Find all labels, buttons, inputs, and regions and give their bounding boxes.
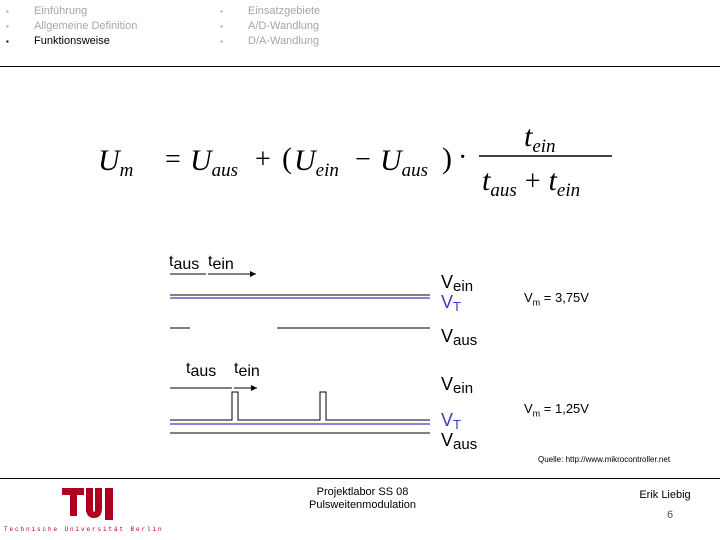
upper-v-aus-label: Vaus	[441, 326, 478, 349]
nav-column-right	[220, 4, 320, 49]
formula-lparen: (	[282, 142, 292, 175]
footer-author: Erik Liebig	[639, 489, 691, 501]
lower-pwm-signal	[170, 392, 430, 420]
upper-t-ein-label: tein	[208, 253, 234, 273]
formula-rparen: )	[442, 142, 452, 175]
nav-item-funktionsweise[interactable]	[6, 34, 137, 49]
bullet-icon: ▪	[220, 37, 223, 46]
lower-v-aus-label: Vaus	[441, 430, 478, 453]
result-upper-prefix: V	[524, 290, 533, 305]
bullet-icon: ▪	[6, 22, 9, 31]
nav-item-einsatzgebiete[interactable]	[220, 4, 320, 19]
bullet-icon: ▪	[220, 7, 223, 16]
nav-item-label: Funktionsweise	[34, 35, 110, 47]
formula-denominator: $t_{aus} + t_{ein}$	[482, 164, 581, 201]
source-citation: Quelle: http://www.mikrocontroller.net	[538, 455, 671, 464]
upper-arrowhead	[250, 271, 256, 277]
lower-v-ein-label: Vein	[441, 374, 474, 397]
upper-t-aus-label: taus	[169, 253, 200, 273]
result-upper-vm	[524, 290, 589, 308]
formula-um: $U_m$	[98, 144, 134, 181]
result-upper-sub: m	[532, 297, 541, 308]
footer-topic: Pulsweitenmodulation	[308, 499, 416, 511]
formula-uaus-2: $U_{aus}$	[380, 144, 429, 181]
formula-equals: =	[165, 144, 181, 175]
nav-item-allgemeine-definition[interactable]	[6, 19, 137, 34]
bullet-icon: ▪	[6, 37, 9, 46]
nav-column-left	[6, 4, 137, 49]
upper-v-ein-label: Vein	[441, 272, 474, 295]
header-divider	[0, 66, 720, 67]
nav-item-label: A/D-Wandlung	[248, 20, 320, 32]
nav-item-da-wandlung[interactable]	[220, 34, 320, 49]
bullet-icon: ▪	[220, 22, 223, 31]
footer-course: Projektlabor SS 08	[316, 486, 409, 498]
nav-item-einfuehrung[interactable]	[6, 4, 137, 19]
footer-course-info	[290, 486, 435, 512]
formula-numerator: $t_{ein}$	[524, 120, 556, 157]
nav-item-label: Allgemeine Definition	[34, 20, 138, 32]
nav-item-ad-wandlung[interactable]	[220, 19, 320, 34]
nav-item-label: D/A-Wandlung	[248, 35, 320, 47]
page-number: 6	[666, 509, 674, 521]
nav-item-label: Einführung	[34, 5, 88, 17]
formula-minus: −	[355, 144, 371, 175]
result-lower-value: = 1,25V	[540, 401, 589, 416]
tu-berlin-logo-icon	[62, 486, 120, 526]
lower-t-ein-label: tein	[234, 360, 260, 380]
pwm-timing-diagrams	[160, 240, 490, 460]
lower-t-aus-label: taus	[186, 360, 217, 380]
formula-dot: ·	[458, 142, 468, 173]
result-lower-vm	[524, 401, 589, 419]
lower-v-t-label: VT	[441, 410, 461, 432]
pwm-formula	[0, 110, 720, 210]
lower-arrowhead	[251, 385, 257, 391]
result-upper-value: = 3,75V	[540, 290, 589, 305]
result-lower-prefix: V	[524, 401, 533, 416]
formula-uein: $U_{ein}$	[294, 144, 339, 181]
university-name: Technische Universität Berlin	[4, 526, 164, 533]
upper-v-t-label: VT	[441, 292, 461, 314]
bullet-icon: ▪	[6, 7, 9, 16]
formula-plus: +	[255, 144, 271, 175]
result-lower-sub: m	[532, 408, 541, 419]
footer-divider	[0, 478, 720, 479]
nav-item-label: Einsatzgebiete	[248, 5, 321, 17]
formula-uaus: $U_{aus}$	[190, 144, 239, 181]
